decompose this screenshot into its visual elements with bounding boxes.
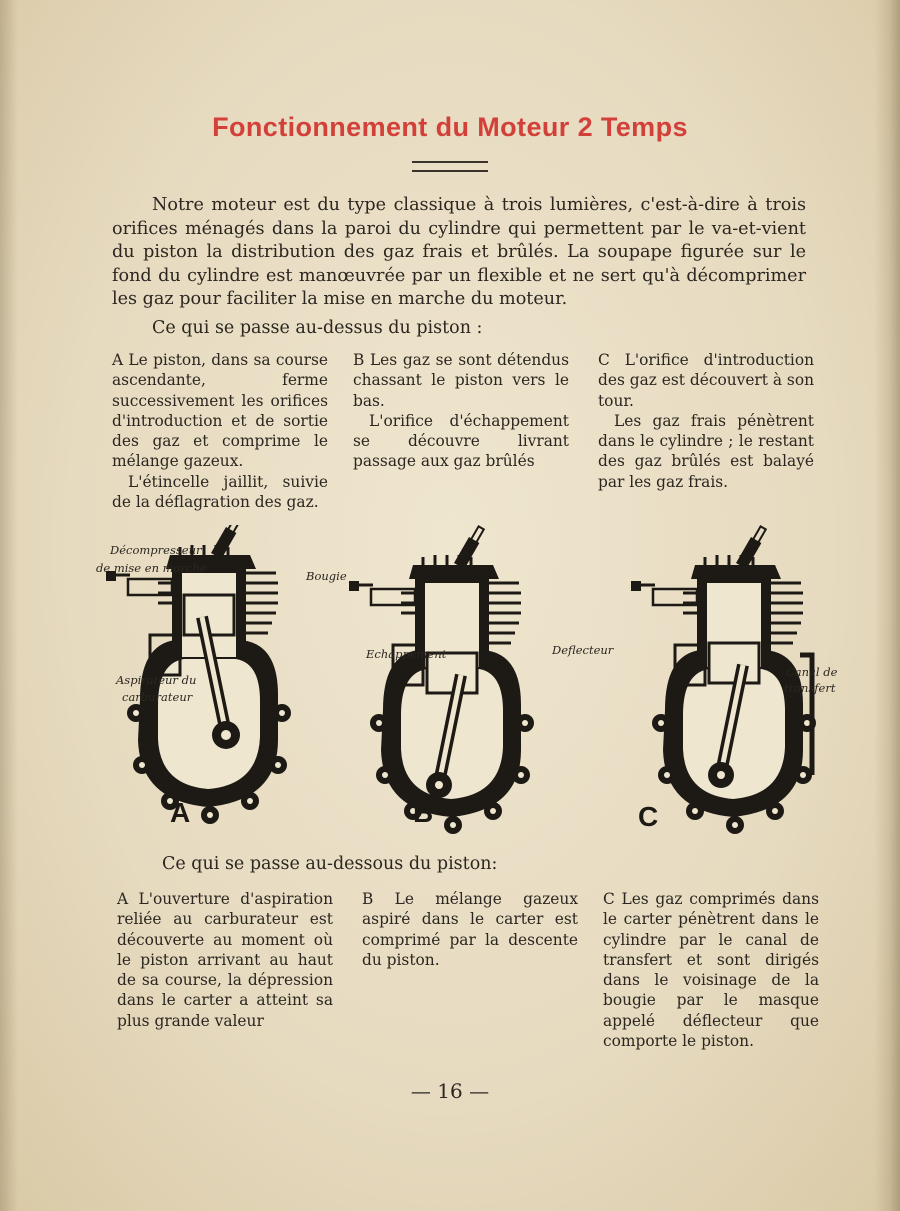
below-column-b [362, 889, 578, 970]
page-spine-shadow [0, 0, 18, 1211]
below-piston-heading: Ce qui se passe au-dessous du piston: [162, 854, 498, 874]
above-column-b [353, 350, 569, 472]
engine-diagram-c [631, 525, 816, 834]
above-b-text-2: L'orifice d'échappement se découvre livrant passage aux gaz brûlés [353, 411, 569, 471]
engine-diagrams [96, 525, 860, 845]
above-column-a [112, 350, 328, 512]
title-double-rule [412, 161, 488, 172]
page-title: Fonctionnement du Moteur 2 Temps [212, 112, 688, 142]
label-echappement: Echappement [366, 647, 447, 661]
engine-diagram-svg [100, 525, 860, 845]
above-b-text-1: B Les gaz se sont détendus chassant le piston vers le bas. [353, 351, 569, 410]
below-b-text: B Le mélange gazeux aspiré dans le carter est comprimé par la descente du piston. [362, 890, 578, 969]
label-decompresseur-1: Décompresseur [110, 543, 202, 557]
label-canal-1: Canal de [786, 665, 838, 679]
above-piston-heading: Ce qui se passe au-dessus du piston : [152, 318, 483, 338]
below-a-text: A L'ouverture d'aspiration reliée au carburateur est découverte au moment où le piston arrivant au haut de sa course, la dépression dans le carter a atteint sa plus grande valeur [117, 890, 333, 1030]
label-bougie: Bougie [306, 569, 347, 583]
above-column-c [598, 350, 814, 492]
diagram-letter-a: A [170, 797, 191, 828]
diagram-letter-b: B [413, 797, 434, 828]
label-canal-2: transfert [784, 681, 836, 695]
label-deflecteur: Deflecteur [552, 643, 614, 657]
label-aspirateur-1: Aspirateur du [116, 673, 197, 687]
above-c-text-2: Les gaz frais pénètrent dans le cylindre ; le restant des gaz brûlés est balayé par les gaz frais. [598, 411, 814, 491]
page-number: — 16 — [410, 1079, 490, 1103]
above-a-text-2: L'étincelle jaillit, suivie de la déflagration des gaz. [112, 472, 328, 512]
above-c-text-1: C L'orifice d'introduction des gaz est découvert à son tour. [598, 351, 815, 410]
label-decompresseur-2: de mise en marche [96, 561, 207, 575]
below-c-text: C Les gaz comprimés dans le carter pénètrent dans le cylindre par le canal de transfert et sont dirigés dans le voisinage de la bougie par le masque appelé déflecteur que comporte le piston. [603, 890, 819, 1051]
engine-diagram-b [349, 525, 534, 834]
intro-paragraph: Notre moteur est du type classique à trois lumières, c'est-à-dire à trois orifices ménagés dans la paroi du cylindre qui permettent par le va-et-vient du piston la distribution des gaz frais et brûlés. La soupape figurée sur le fond du cylindre est manœuvrée par un flexible et ne sert qu'à décomprimer les gaz pour faciliter la mise en marche du moteur. [112, 195, 806, 310]
below-column-a [117, 889, 333, 1031]
page-edge-shadow [874, 0, 900, 1211]
label-aspirateur-2: carburateur [122, 690, 193, 704]
diagram-letter-c: C [638, 801, 659, 832]
above-a-text-1: A Le piston, dans sa course ascendante, ferme successivement les orifices d'introduction et de sortie des gaz et comprime le mélange gazeux. [112, 351, 328, 471]
below-column-c [603, 889, 819, 1051]
